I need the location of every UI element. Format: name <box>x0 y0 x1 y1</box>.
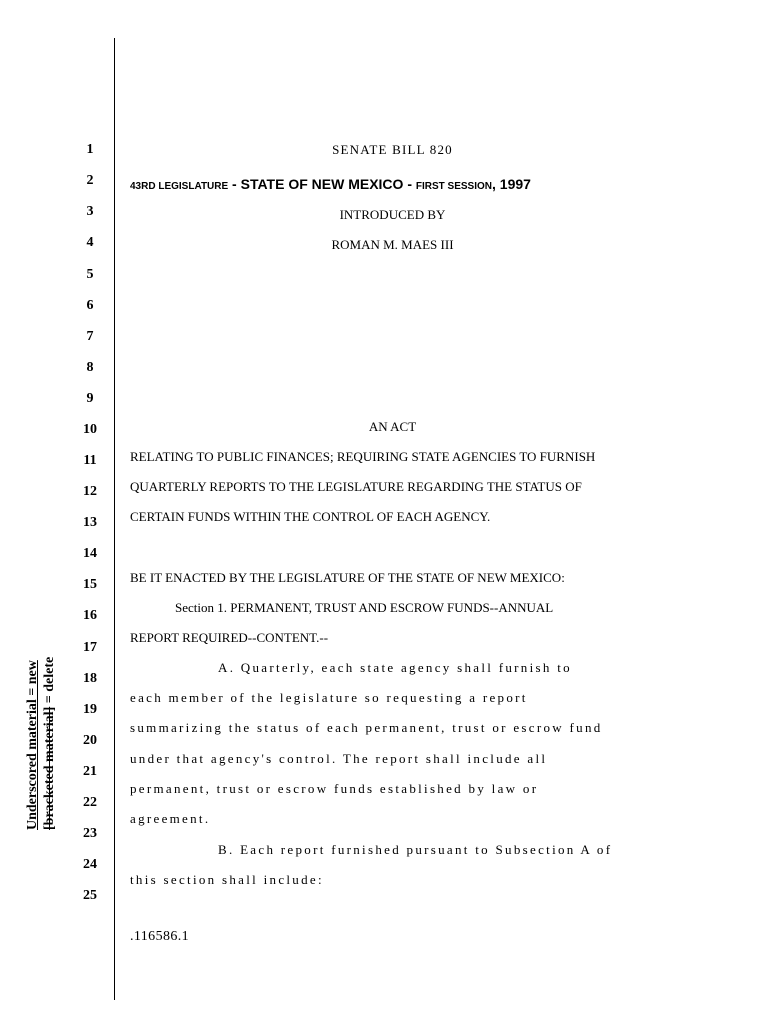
body-line: each member of the legislature so requesting a report <box>130 690 528 705</box>
amendment-legend <box>24 630 58 830</box>
session-state: - STATE OF NEW MEXICO - <box>228 176 416 192</box>
line-number: 24 <box>83 857 97 872</box>
line-number: 10 <box>83 422 97 437</box>
section-heading-continued: REPORT REQUIRED--CONTENT.-- <box>130 630 329 645</box>
title-line: QUARTERLY REPORTS TO THE LEGISLATURE REGARDING THE STATUS OF <box>130 479 582 494</box>
line-number: 12 <box>83 484 97 499</box>
line-number: 20 <box>83 733 97 748</box>
line-number: 13 <box>83 515 97 530</box>
line-number: 11 <box>83 453 97 468</box>
line-number: 22 <box>83 795 97 810</box>
line-number: 25 <box>83 888 97 903</box>
section-heading: Section 1. PERMANENT, TRUST AND ESCROW FUNDS--ANNUAL <box>175 600 554 615</box>
session-suffix: FIRST SESSION <box>415 181 492 192</box>
session-line <box>130 176 660 195</box>
line-number: 6 <box>86 298 94 313</box>
line-number: 23 <box>83 826 97 841</box>
session-prefix: 43RD LEGISLATURE <box>130 181 229 192</box>
title-line: CERTAIN FUNDS WITHIN THE CONTROL OF EACH AGENCY. <box>130 509 491 524</box>
legend-bracketed-part: [bracketed material] <box>42 706 57 830</box>
act-heading: AN ACT <box>368 419 417 434</box>
line-number: 9 <box>86 391 94 406</box>
bill-title: SENATE BILL 820 <box>332 142 453 157</box>
body-line: this section shall include: <box>130 872 324 887</box>
line-number: 2 <box>86 173 94 188</box>
legend-delete <box>42 657 57 830</box>
legend-new: Underscored material = new <box>25 660 40 830</box>
margin-rule <box>114 38 115 1000</box>
legend-delete-part: = delete <box>42 656 57 707</box>
line-number: 14 <box>83 546 97 561</box>
body-line: agreement. <box>130 811 211 826</box>
line-number: 7 <box>86 329 94 344</box>
bill-code: .116586.1 <box>130 929 190 944</box>
line-number: 18 <box>83 671 97 686</box>
sponsor-name: ROMAN M. MAES III <box>331 237 454 252</box>
line-number: 16 <box>83 608 97 623</box>
body-line: A. Quarterly, each state agency shall furnish to <box>218 660 572 675</box>
line-number: 17 <box>83 640 97 655</box>
line-number: 8 <box>86 360 94 375</box>
line-number: 15 <box>83 577 97 592</box>
line-number: 21 <box>83 764 97 779</box>
title-line: RELATING TO PUBLIC FINANCES; REQUIRING STATE AGENCIES TO FURNISH <box>130 449 596 464</box>
body-line: under that agency's control. The report shall include all <box>130 751 548 766</box>
line-number: 1 <box>86 142 94 157</box>
introduced-by: INTRODUCED BY <box>339 207 446 222</box>
line-number: 5 <box>86 267 94 282</box>
line-number: 19 <box>83 702 97 717</box>
session-year: , 1997 <box>492 176 531 192</box>
legend-delete-wrap <box>41 630 58 830</box>
body-line: B. Each report furnished pursuant to Subsection A of <box>218 842 613 857</box>
body-line: permanent, trust or escrow funds established by law or <box>130 781 539 796</box>
enacting-clause: BE IT ENACTED BY THE LEGISLATURE OF THE STATE OF NEW MEXICO: <box>130 570 565 585</box>
line-number: 3 <box>86 204 94 219</box>
body-line: summarizing the status of each permanent, trust or escrow fund <box>130 720 603 735</box>
line-number: 4 <box>86 235 94 250</box>
